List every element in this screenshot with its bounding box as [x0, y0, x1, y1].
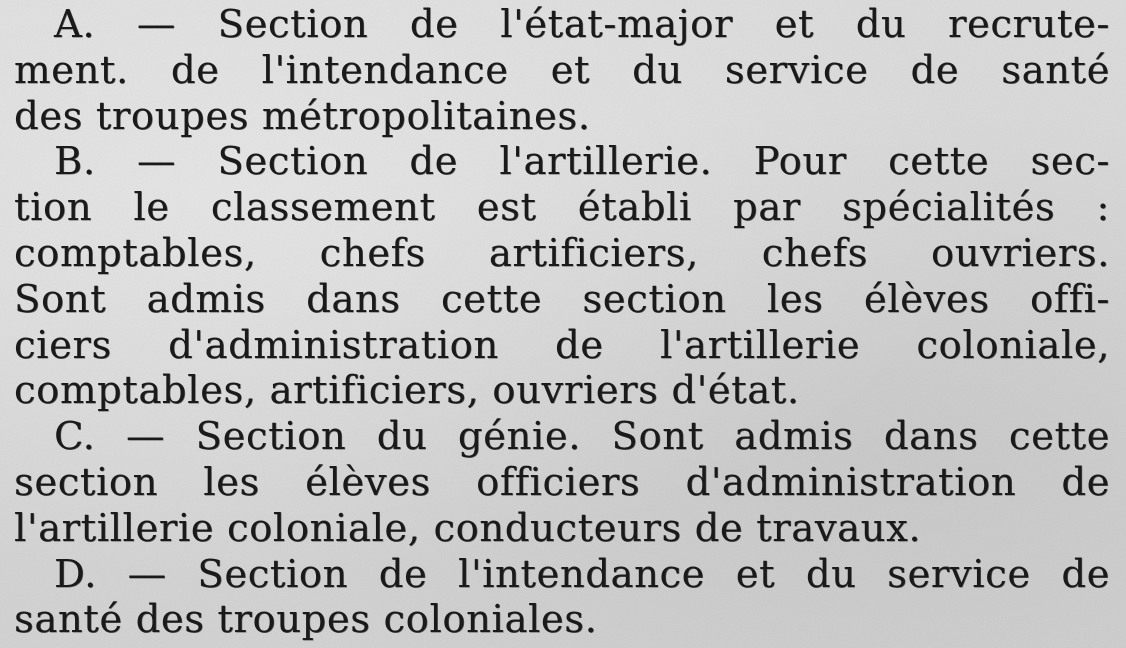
text-line: santé des troupes coloniales. [14, 597, 598, 643]
text-line: l'artillerie coloniale, conducteurs de travaux. [14, 505, 922, 551]
text-line: tion le classement est établi par spécialités : [14, 185, 1110, 231]
text-line: ciers d'administration de l'artillerie coloniale, [14, 322, 1110, 368]
text-line: Sont admis dans cette section les élèves offi- [14, 276, 1110, 322]
text-line: B. — Section de l'artillerie. Pour cette sec- [54, 139, 1110, 185]
article-text [14, 2, 1110, 643]
text-line: C. — Section du génie. Sont admis dans cette [54, 414, 1110, 460]
text-line: ment. de l'intendance et du service de santé [14, 47, 1110, 93]
text-line: D. — Section de l'intendance et du service de [54, 551, 1110, 597]
text-line: comptables, chefs artificiers, chefs ouvriers. [14, 230, 1110, 276]
text-line: des troupes métropolitaines. [14, 93, 591, 139]
text-line: A. — Section de l'état-major et du recrute- [54, 2, 1110, 47]
text-line: section les élèves officiers d'administration de [14, 459, 1110, 505]
text-line: comptables, artificiers, ouvriers d'état. [14, 368, 800, 414]
